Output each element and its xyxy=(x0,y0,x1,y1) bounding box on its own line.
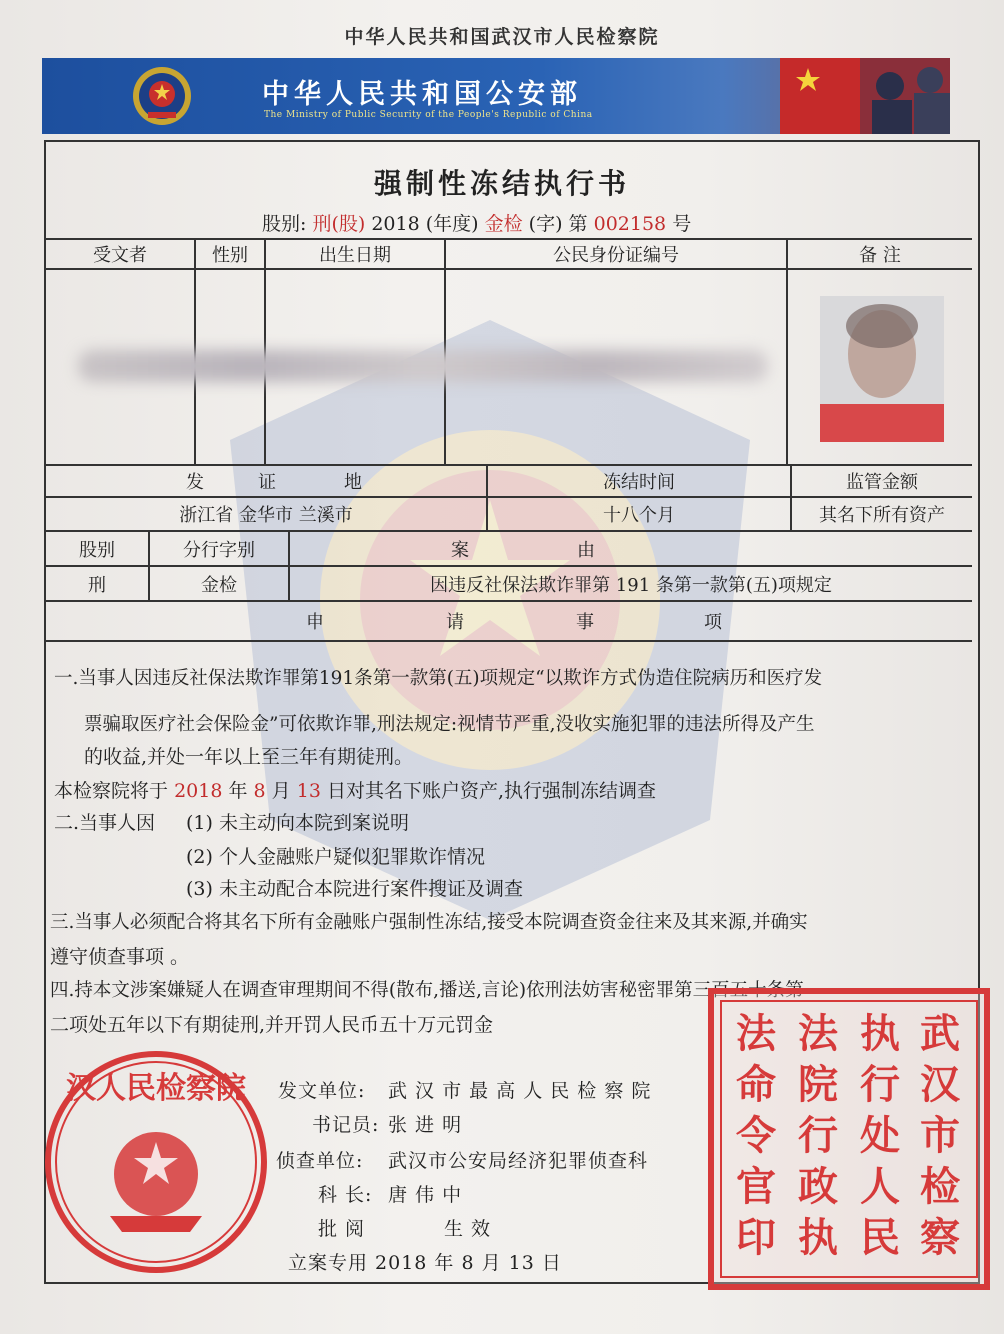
docno-prefix: 股别: xyxy=(262,213,307,235)
seal-column-4: 武 汉 市 检 察 xyxy=(920,1010,960,1261)
ministry-banner xyxy=(42,58,950,134)
paragraph-4-line-2: 遵守侦查事项 。 xyxy=(50,946,190,968)
branch-value: 金检 xyxy=(201,574,237,596)
square-seal xyxy=(708,988,990,1290)
header-division: 股别 xyxy=(79,539,115,561)
issuer-label: 发文单位: xyxy=(278,1080,366,1102)
header-case-1: 案 xyxy=(451,539,469,561)
docno-word: 金检 xyxy=(484,213,523,235)
header-remarks: 备 注 xyxy=(859,245,901,266)
p2-day: 13 xyxy=(296,780,321,802)
paragraph-3-prefix: 二.当事人因 xyxy=(54,812,156,834)
redacted-photo xyxy=(820,296,944,442)
docno-di: 第 xyxy=(568,213,588,235)
header-id-number: 公民身份证编号 xyxy=(553,245,679,266)
docno-number: 002158 xyxy=(593,213,667,235)
table-rule xyxy=(44,268,972,270)
paragraph-3-item-3: (3) 未主动配合本院进行案件搜证及调查 xyxy=(186,878,523,900)
header-gender: 性别 xyxy=(212,245,248,266)
paragraph-1-line-1: 一.当事人因违反社保法欺诈罪第191条第一款第(五)项规定“以欺诈方式伪造住院病历和医疗发 xyxy=(54,668,823,689)
document-title: 强制性冻结执行书 xyxy=(373,167,630,200)
document-number xyxy=(262,209,691,236)
p2-yue: 月 xyxy=(271,780,291,802)
filing-date: 立案专用 2018 年 8 月 13 日 xyxy=(288,1252,562,1274)
table-rule xyxy=(44,640,972,642)
apply-header-3: 事 xyxy=(576,612,594,633)
seal-column-2: 法 院 行 政 执 xyxy=(798,1010,838,1261)
header-freeze-time: 冻结时间 xyxy=(603,472,675,493)
paragraph-5-line-2: 二项处五年以下有期徒刑,并开罚人民币五十万元罚金 xyxy=(50,1014,494,1036)
p2-year: 2018 xyxy=(174,780,223,802)
header-amount: 监管金额 xyxy=(846,472,918,493)
header-recipient: 受文者 xyxy=(93,245,147,266)
flag-and-police-icon xyxy=(780,58,950,134)
paragraph-3-item-1: (1) 未主动向本院到案说明 xyxy=(186,812,409,834)
header-branch: 分行字别 xyxy=(183,539,255,561)
redacted-personal-info xyxy=(78,350,768,382)
paragraph-2 xyxy=(54,776,656,803)
paragraph-5-line-1: 四.持本文涉案嫌疑人在调查审理期间不得(散布,播送,言论)依刑法妨害秘密罪第三百五十条第 xyxy=(50,980,804,1001)
paragraph-3-item-2: (2) 个人金融账户疑似犯罪欺诈情况 xyxy=(186,846,485,868)
header-issue-place-1: 发 xyxy=(186,472,204,493)
apply-header-4: 项 xyxy=(704,612,722,633)
issue-place-value: 浙江省 金华市 兰溪市 xyxy=(179,505,353,526)
case-reason-value: 因违反社保法欺诈罪第 191 条第一款第(五)项规定 xyxy=(430,574,832,596)
freeze-time-value: 十八个月 xyxy=(603,505,675,526)
round-seal-icon xyxy=(40,1046,272,1278)
docno-word-label: (字) xyxy=(528,213,563,235)
p2-nian: 年 xyxy=(228,780,248,802)
clerk-label: 书记员: xyxy=(312,1114,380,1136)
header-issue-place-3: 地 xyxy=(344,472,362,493)
chief-value: 唐 伟 中 xyxy=(388,1184,463,1206)
investigator-value: 武汉市公安局经济犯罪侦查科 xyxy=(388,1150,649,1172)
table-rule xyxy=(786,238,788,466)
chief-label: 科 长: xyxy=(318,1184,373,1206)
apply-header-2: 请 xyxy=(446,612,464,633)
header-case-2: 由 xyxy=(577,539,595,561)
paragraph-1-line-3: 的收益,并处一年以上至三年有期徒刑。 xyxy=(84,746,414,768)
paragraph-4-line-1: 三.当事人必须配合将其名下所有金融账户强制性冻结,接受本院调查资金往来及其来源,并确实 xyxy=(50,912,808,933)
effect-label: 生 效 xyxy=(444,1218,492,1240)
procuratorate-title: 中华人民共和国武汉市人民检察院 xyxy=(344,26,660,48)
docno-year-label: (年度) xyxy=(425,213,479,235)
seal-column-1: 法 命 令 官 印 xyxy=(736,1010,776,1261)
p2-text-a: 本检察院将于 xyxy=(54,780,169,802)
seal-column-3: 执 行 处 人 民 xyxy=(860,1010,900,1261)
p2-text-b: 日对其名下账户资产,执行强制冻结调查 xyxy=(326,780,657,802)
police-emblem-icon xyxy=(130,64,194,128)
header-birthdate: 出生日期 xyxy=(319,245,391,266)
paragraph-1-line-2: 票骗取医疗社会保险金”可依欺诈罪,刑法规定:视情节严重,没收实施犯罪的违法所得及产生 xyxy=(84,714,815,735)
person-photo-icon xyxy=(820,296,944,442)
ministry-name-en: The Ministry of Public Security of the People's Republic of China xyxy=(264,110,593,120)
table-rule xyxy=(44,600,972,602)
division-value: 刑 xyxy=(88,574,106,596)
ministry-name-cn: 中华人民共和国公安部 xyxy=(262,79,582,110)
amount-value: 其名下所有资产 xyxy=(819,505,945,526)
header-issue-place-2: 证 xyxy=(258,472,276,493)
apply-header-1: 申 xyxy=(306,612,324,633)
issuer-value: 武 汉 市 最 高 人 民 检 察 院 xyxy=(388,1080,652,1102)
investigator-label: 侦查单位: xyxy=(276,1150,364,1172)
docno-type: 刑(股) xyxy=(312,213,366,235)
clerk-value: 张 进 明 xyxy=(388,1114,463,1136)
round-seal-text: 汉人民检察院 xyxy=(66,1071,246,1106)
p2-month: 8 xyxy=(253,780,266,802)
docno-suffix: 号 xyxy=(672,213,692,235)
approve-label: 批 阅 xyxy=(318,1218,366,1240)
docno-year: 2018 xyxy=(371,213,420,235)
